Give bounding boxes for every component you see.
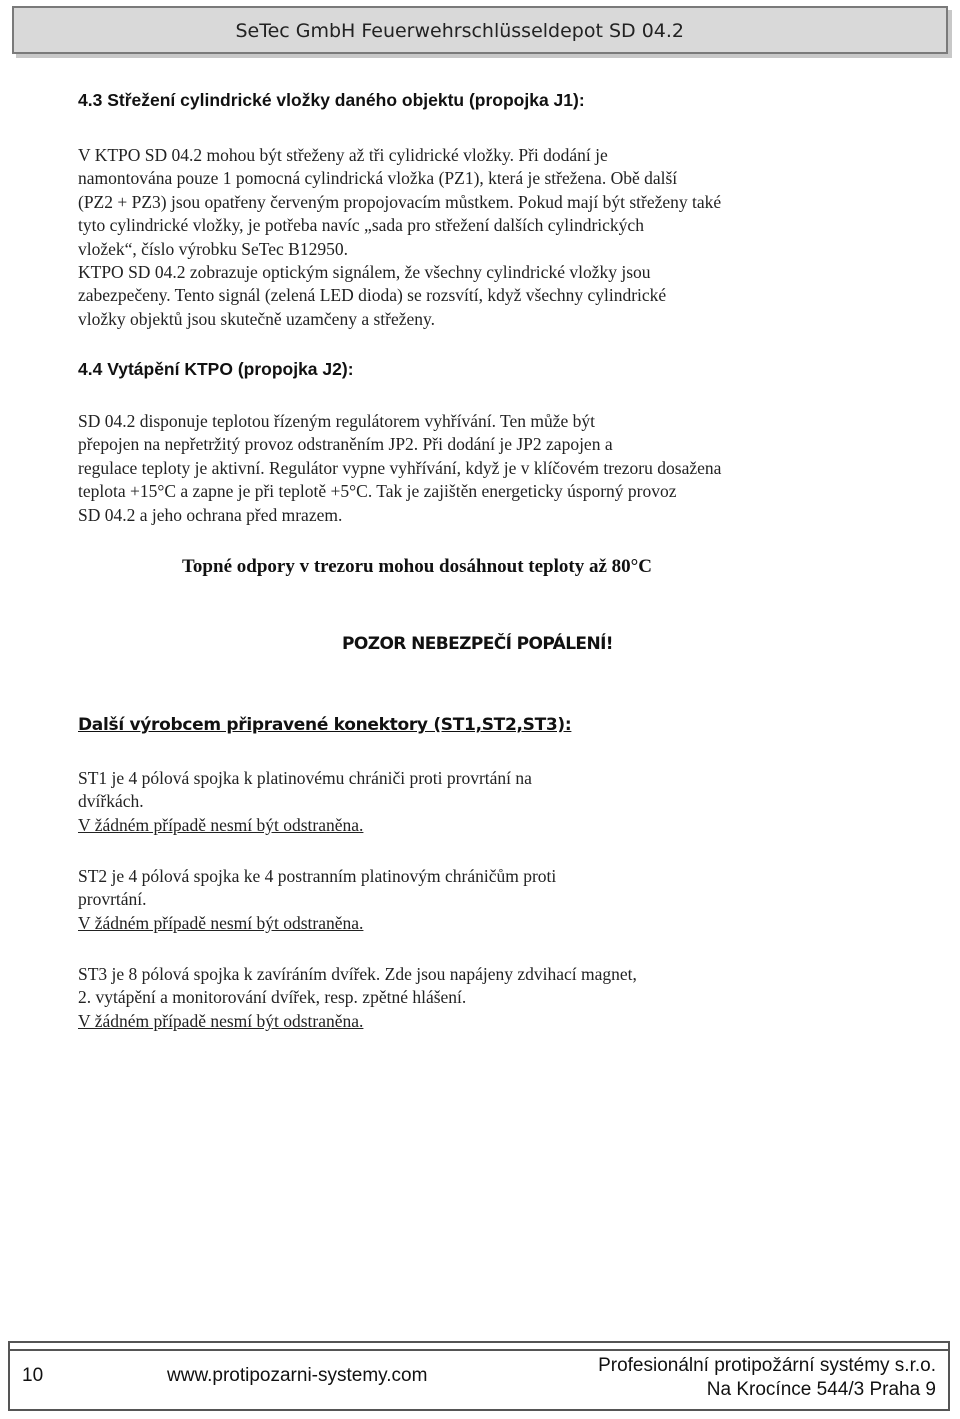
st2-paragraph (78, 865, 556, 935)
text-line: regulace teploty je aktivní. Regulátor vypne vyhřívání, když je v klíčovém trezoru dosažena (78, 457, 722, 478)
text-line: vložek“, číslo výrobku SeTec B12950. (78, 238, 348, 259)
text-line: vložky objektů jsou skutečně uzamčeny a střeženy. (78, 308, 436, 329)
text-line: dvířkách. (78, 791, 144, 812)
text-line: ST1 je 4 pólová spojka k platinovému chrániči proti provrtání na (78, 768, 532, 788)
section-4-3-heading: 4.3 Střežení cylindrické vložky daného objektu (propojka J1): (78, 90, 585, 110)
text-line: provrtání. (78, 889, 147, 910)
text-line: KTPO SD 04.2 zobrazuje optickým signálem, že všechny cylindrické vložky jsou (78, 262, 651, 283)
st3-paragraph (78, 963, 637, 1033)
text-line: zabezpečeny. Tento signál (zelená LED dioda) se rozsvítí, když všechny cylindrické (78, 285, 667, 306)
text-line: SD 04.2 disponuje teplotou řízeným regulátorem vyhřívání. Ten může být (78, 411, 596, 431)
st1-warning: V žádném případě nesmí být odstraněna. (78, 814, 364, 835)
footer-address: Na Krocínce 544/3 Praha 9 (706, 1379, 936, 1400)
st2-warning: V žádném případě nesmí být odstraněna. (78, 912, 364, 933)
page-header (12, 6, 948, 54)
text-line: ST2 je 4 pólová spojka ke 4 postranním platinovým chráničům proti (78, 866, 557, 886)
section-4-4-paragraph (78, 410, 721, 527)
page-footer (8, 1341, 950, 1411)
footer-company: Profesionální protipožární systémy s.r.o. (598, 1355, 936, 1376)
page-number: 10 (22, 1365, 44, 1386)
burn-danger-warning: POZOR NEBEZPEČÍ POPÁLENÍ! (342, 634, 613, 654)
st3-warning: V žádném případě nesmí být odstraněna. (78, 1010, 364, 1031)
st1-paragraph (78, 767, 532, 837)
text-line: namontována pouze 1 pomocná cylindrická vložka (PZ1), která je střežena. Obě další (78, 168, 678, 189)
section-4-3-paragraph (78, 144, 721, 331)
connectors-heading: Další výrobcem připravené konektory (ST1,ST2,ST3): (78, 715, 572, 735)
text-line: přepojen na nepřetržitý provoz odstraněním JP2. Při dodání je JP2 zapojen a (78, 434, 613, 455)
footer-website: www.protipozarni-systemy.com (167, 1365, 428, 1386)
text-line: V KTPO SD 04.2 mohou být střeženy až tři cylidrické vložky. Při dodání je (78, 145, 608, 165)
text-line: SD 04.2 a jeho ochrana před mrazem. (78, 504, 343, 525)
section-4-4-heading: 4.4 Vytápění KTPO (propojka J2): (78, 359, 354, 379)
temperature-warning: Topné odpory v trezoru mohou dosáhnout teploty až 80°C (182, 556, 652, 577)
header-title: SeTec GmbH Feuerwehrschlüsseldepot SD 04.2 (235, 20, 684, 42)
text-line: tyto cylindrické vložky, je potřeba navíc „sada pro střežení dalších cylindrických (78, 215, 644, 236)
text-line: 2. vytápění a monitorování dvířek, resp. zpětné hlášení. (78, 987, 467, 1008)
text-line: teplota +15°C a zapne je při teplotě +5°C. Tak je zajištěn energeticky úsporný provoz (78, 481, 677, 502)
text-line: ST3 je 8 pólová spojka k zavíráním dvířek. Zde jsou napájeny zdvihací magnet, (78, 964, 637, 984)
footer-divider (10, 1349, 948, 1351)
text-line: (PZ2 + PZ3) jsou opatřeny červeným propojovacím můstkem. Pokud mají být střeženy také (78, 191, 722, 212)
